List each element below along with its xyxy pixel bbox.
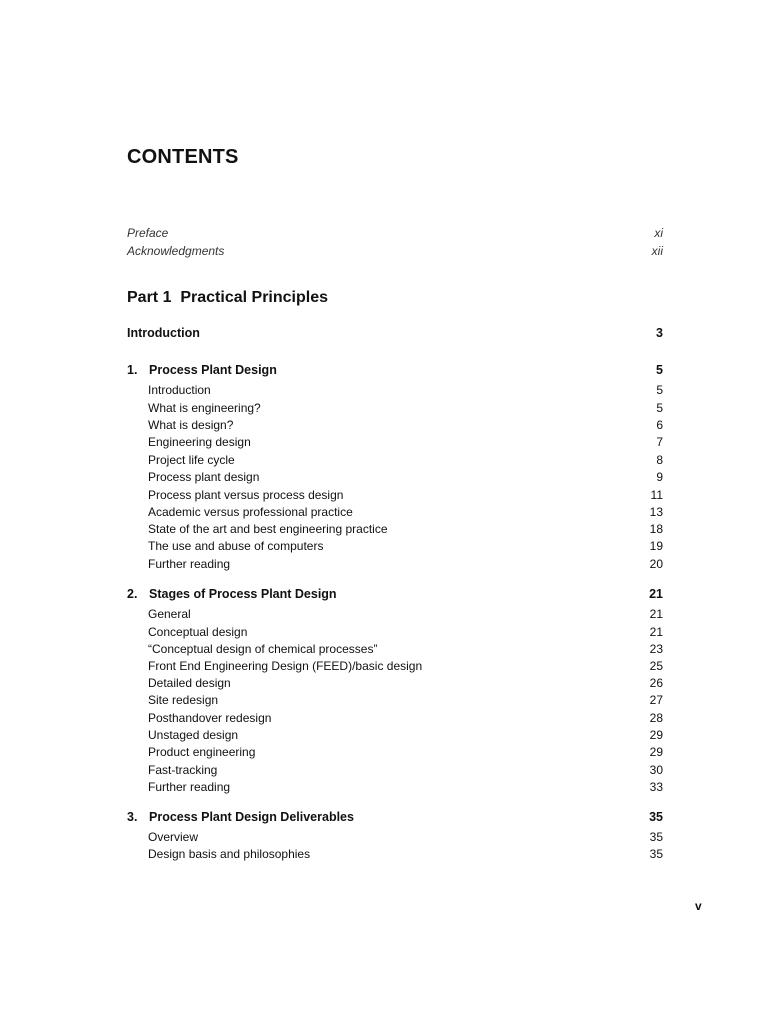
entry-page: 28: [649, 711, 663, 725]
toc-section[interactable]: [127, 400, 663, 417]
toc-section[interactable]: [127, 710, 663, 727]
entry-page: 30: [649, 763, 663, 777]
entry-page: 33: [649, 780, 663, 794]
entry-label: Introduction: [148, 383, 211, 397]
toc-section[interactable]: [127, 641, 663, 658]
entry-label: General: [148, 607, 191, 621]
entry-label: Further reading: [148, 780, 231, 794]
toc-entry-acknowledgments[interactable]: [127, 243, 663, 260]
toc-section[interactable]: [127, 487, 663, 504]
entry-label: The use and abuse of computers: [148, 539, 324, 553]
entry-page: 35: [649, 847, 663, 861]
entry-label: Product engineering: [148, 745, 256, 759]
entry-label: State of the art and best engineering practice: [148, 522, 388, 536]
entry-label: Conceptual design: [148, 625, 248, 639]
toc-section[interactable]: [127, 846, 663, 863]
part-title: Practical Principles: [180, 289, 328, 306]
entry-page: 8: [656, 453, 663, 467]
entry-label: What is engineering?: [148, 401, 261, 415]
entry-page: 11: [650, 488, 663, 502]
entry-label: Further reading: [148, 557, 231, 571]
entry-label: Engineering design: [148, 435, 251, 449]
entry-label: What is design?: [148, 418, 234, 432]
toc-section[interactable]: [127, 727, 663, 744]
part-label: Part 1: [127, 289, 172, 306]
entry-page: xii: [651, 244, 663, 258]
chapter-title: Stages of Process Plant Design: [149, 587, 337, 601]
toc-entry-introduction[interactable]: [127, 325, 663, 342]
toc-section[interactable]: [127, 829, 663, 846]
entry-label: Detailed design: [148, 676, 231, 690]
entry-label: Process plant design: [148, 470, 260, 484]
entry-page: 5: [656, 383, 663, 397]
entry-page: 7: [656, 435, 663, 449]
toc-section[interactable]: [127, 434, 663, 451]
entry-page: 29: [649, 745, 663, 759]
page-title: CONTENTS: [127, 146, 239, 168]
entry-label: Front End Engineering Design (FEED)/basic design: [148, 659, 423, 673]
entry-page: 25: [649, 659, 663, 673]
toc-section[interactable]: [127, 452, 663, 469]
entry-label: Acknowledgments: [127, 244, 225, 258]
toc-section[interactable]: [127, 744, 663, 761]
entry-label: Project life cycle: [148, 453, 235, 467]
chapter-title: Process Plant Design: [149, 363, 277, 377]
entry-label: Preface: [127, 226, 169, 240]
toc-section[interactable]: [127, 658, 663, 675]
entry-page: 26: [649, 676, 663, 690]
toc-chapter-2[interactable]: [127, 586, 663, 603]
entry-label: Posthandover redesign: [148, 711, 272, 725]
entry-page: 5: [656, 401, 663, 415]
entry-page: 21: [649, 587, 663, 601]
page-folio: v: [695, 899, 702, 913]
toc-section[interactable]: [127, 521, 663, 538]
toc-section[interactable]: [127, 762, 663, 779]
entry-label: Site redesign: [148, 693, 219, 707]
part-heading: [127, 289, 328, 307]
entry-page: xi: [654, 226, 663, 240]
entry-label: Unstaged design: [148, 728, 239, 742]
entry-page: 3: [656, 326, 663, 340]
entry-label: Academic versus professional practice: [148, 505, 353, 519]
toc-section[interactable]: [127, 382, 663, 399]
toc-entry-preface[interactable]: [127, 225, 663, 242]
toc-section[interactable]: [127, 606, 663, 623]
entry-page: 13: [649, 505, 663, 519]
entry-label: Process plant versus process design: [148, 488, 344, 502]
entry-page: 35: [649, 810, 663, 824]
entry-page: 20: [649, 557, 663, 571]
entry-page: 5: [656, 363, 663, 377]
toc-section[interactable]: [127, 538, 663, 555]
toc-section[interactable]: [127, 504, 663, 521]
toc-section[interactable]: [127, 675, 663, 692]
entry-page: 19: [649, 539, 663, 553]
chapter-title: Process Plant Design Deliverables: [149, 810, 354, 824]
entry-page: 29: [649, 728, 663, 742]
chapter-number: 2.: [127, 587, 138, 601]
toc-section[interactable]: [127, 624, 663, 641]
entry-page: 27: [649, 693, 663, 707]
entry-page: 9: [656, 470, 663, 484]
toc-section[interactable]: [127, 556, 663, 573]
entry-page: 21: [649, 625, 663, 639]
entry-label: Design basis and philosophies: [148, 847, 311, 861]
toc-section[interactable]: [127, 779, 663, 796]
entry-page: 18: [649, 522, 663, 536]
entry-label: Introduction: [127, 326, 200, 340]
entry-label: “Conceptual design of chemical processes”: [148, 642, 378, 656]
toc-section[interactable]: [127, 692, 663, 709]
chapter-number: 3.: [127, 810, 138, 824]
toc-chapter-3[interactable]: [127, 809, 663, 826]
chapter-number: 1.: [127, 363, 138, 377]
toc-chapter-1[interactable]: [127, 362, 663, 379]
toc-section[interactable]: [127, 417, 663, 434]
entry-page: 21: [649, 607, 663, 621]
entry-page: 35: [649, 830, 663, 844]
entry-label: Fast-tracking: [148, 763, 218, 777]
entry-label: Overview: [148, 830, 199, 844]
toc-section[interactable]: [127, 469, 663, 486]
entry-page: 23: [649, 642, 663, 656]
entry-page: 6: [656, 418, 663, 432]
